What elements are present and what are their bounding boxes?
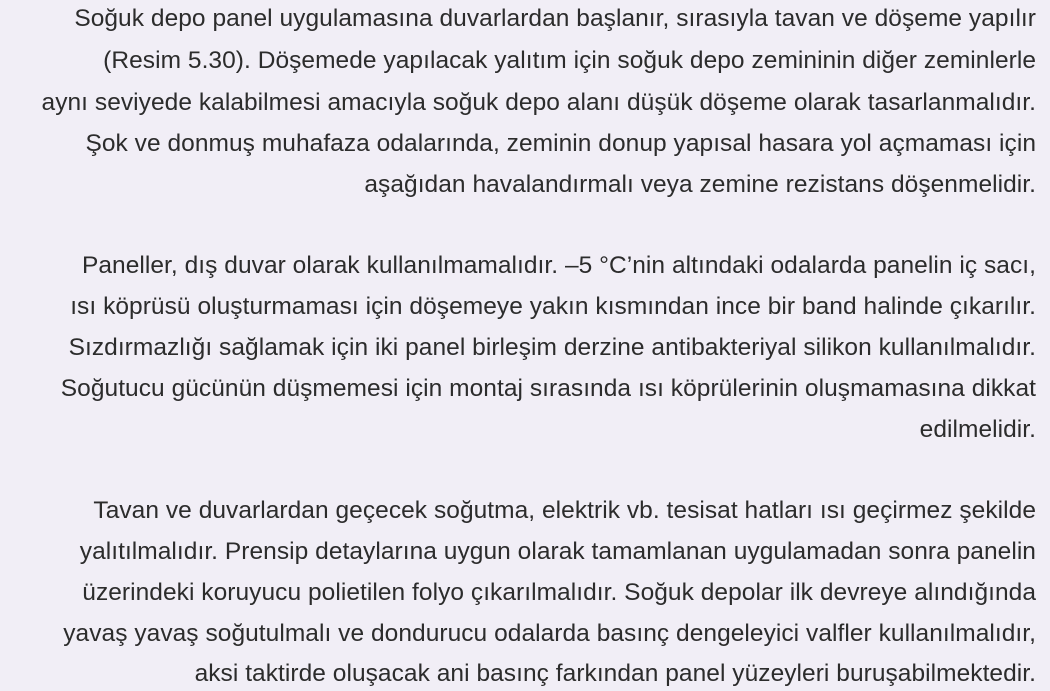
text-line: aynı seviyede kalabilmesi amacıyla soğuk depo alanı düşük döşeme olarak tasarlanmalıdır.	[41, 89, 1036, 116]
text-line: edilmelidir.	[919, 416, 1036, 443]
text-line: Sızdırmazlığı sağlamak için iki panel birleşim derzine antibakteriyal silikon kullanılmalıdır.	[68, 334, 1036, 361]
text-line: ısı köprüsü oluşturmaması için döşemeye yakın kısmından ince bir band halinde çıkarılır.	[70, 293, 1036, 320]
text-line: Soğuk depo panel uygulamasına duvarlardan başlanır, sırasıyla tavan ve döşeme yapılır	[74, 5, 1036, 32]
text-line: Paneller, dış duvar olarak kullanılmamalıdır. –5 °C’nin altındaki odalarda panelin iç sacı,	[81, 252, 1036, 279]
text-line: Tavan ve duvarlardan geçecek soğutma, elektrik vb. tesisat hatları ısı geçirmez şekilde	[93, 497, 1036, 524]
text-line: (Resim 5.30). Döşemede yapılacak yalıtım için soğuk depo zemininin diğer zeminlerle	[103, 47, 1036, 74]
text-line: üzerindeki koruyucu polietilen folyo çıkarılmalıdır. Soğuk depolar ilk devreye alındığında	[82, 579, 1036, 606]
text-line: Şok ve donmuş muhafaza odalarında, zeminin donup yapısal hasara yol açmaması için	[85, 130, 1036, 157]
text-line: aşağıdan havalandırmalı veya zemine rezistans döşenmelidir.	[364, 171, 1036, 198]
text-line: yalıtılmalıdır. Prensip detaylarına uygun olarak tamamlanan uygulamadan sonra panelin	[79, 538, 1036, 565]
text-line: yavaş yavaş soğutulmalı ve dondurucu odalarda basınç dengeleyici valfler kullanılmalıdır,	[63, 620, 1036, 647]
text-line: aksi taktirde oluşacak ani basınç farkından panel yüzeyleri buruşabilmektedir.	[194, 660, 1036, 687]
text-line: Soğutucu gücünün düşmemesi için montaj sırasında ısı köprülerinin oluşmamasına dikkat	[60, 375, 1036, 402]
